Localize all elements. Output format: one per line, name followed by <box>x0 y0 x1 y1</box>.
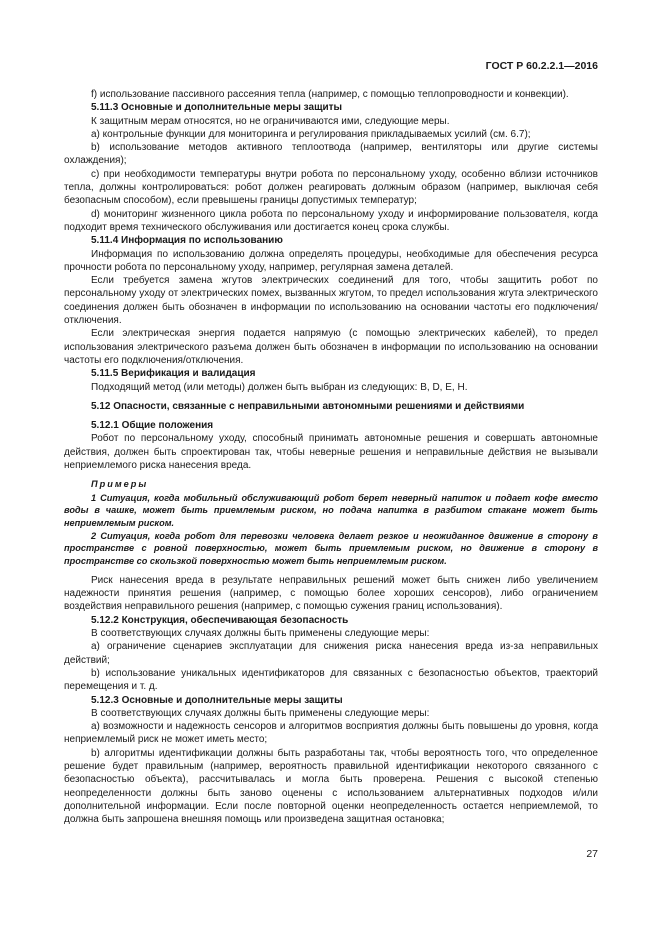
section-heading-5-12-3: 5.12.3 Основные и дополнительные меры защиты <box>91 694 343 706</box>
standard-header: ГОСТ Р 60.2.2.1—2016 <box>485 60 598 72</box>
page-number: 27 <box>586 848 598 860</box>
paragraph: Подходящий метод (или методы) должен быть выбран из следующих: B, D, E, H. <box>91 381 468 393</box>
section-heading-5-12-1: 5.12.1 Общие положения <box>91 420 214 432</box>
example-2: 2 Ситуация, когда робот для перевозки человека делает резкое и неожиданное движение в сторону в пространстве с ровной поверхностью, может быть приемлемым риском, но движение в сторону в пространстве со скользкой поверхностью может быть неприемлемым риском. <box>64 530 598 567</box>
list-item-d: d) мониторинг жизненного цикла робота по персональному уходу и информирование пользователя, когда подходит время технического обслуживания или достигается конец срока службы. <box>64 208 598 233</box>
section-heading-5-11-3: 5.11.3 Основные и дополнительные меры защиты <box>91 102 343 114</box>
list-item-b: b) использование уникальных идентификаторов для связанных с безопасностью объектов, траекторий перемещения и т. д. <box>64 667 598 693</box>
section-heading-5-11-5: 5.11.5 Верификация и валидация <box>91 368 256 380</box>
paragraph: Риск нанесения вреда в результате неправильных решений может быть снижен либо увеличением надежности принятия решения (например, с помощью более хороших сенсоров), либо ограничением воздействия неправильного решения (например, с помощью сужения границ использования). <box>64 574 598 613</box>
paragraph: Робот по персональному уходу, способный принимать автономные решения и совершать автономные действия, должен быть спроектирован так, чтобы неверные решения и неправильные действия не вызывали неприемлемого риска нанесения вреда. <box>64 433 598 472</box>
section-heading-5-12: 5.12 Опасности, связанные с неправильными автономными решениями и действиями <box>91 400 525 412</box>
paragraph: В соответствующих случаях должны быть применены следующие меры: <box>91 628 430 640</box>
paragraph: Если электрическая энергия подается напрямую (с помощью электрических кабелей), то предел использования электрического разъема должен быть обозначен в информации по использованию на основании частоты его подключения/отключения. <box>64 328 598 366</box>
section-heading-5-11-4: 5.11.4 Информация по использованию <box>91 235 283 247</box>
examples-heading: Примеры <box>91 479 149 490</box>
examples-block <box>64 478 598 568</box>
paragraph: Если требуется замена жгутов электрических соединений для того, чтобы защитить робот по персональному уходу от электрических помех, вызванных жгутом, то предел использования жгута электрического соединения должен быть обозначен в информации по использованию на основании частоты его подключения/отключения. <box>64 275 598 327</box>
paragraph: К защитным мерам относятся, но не ограничиваются ими, следующие меры. <box>91 115 450 127</box>
list-item-a: a) контрольные функции для мониторинга и регулирования прикладываемых усилий (см. 6.7); <box>91 128 531 140</box>
paragraph: В соответствующих случаях должны быть применены следующие меры: <box>91 707 430 719</box>
example-1: 1 Ситуация, когда мобильный обслуживающий робот берет неверный напиток и подает кофе вместо воды в чашке, может быть приемлемым риском, но подача напитка в разбитом стакане может быть неприемлемым риском. <box>64 492 598 529</box>
list-item-f: f) использование пассивного рассеяния тепла (например, с помощью теплопроводности и конвекции). <box>91 89 569 100</box>
list-item-c: c) при необходимости температуры внутри робота по персональному уходу, особенно вблизи источников тепла, должны контролироваться: робот должен реагировать должным образом (например, выключая себя безопасным способом), если превышены границы допустимых температур; <box>64 168 598 207</box>
list-item-a: a) возможности и надежность сенсоров и алгоритмов восприятия должны быть повышены до уровня, когда неприемлемый риск не может иметь место; <box>64 721 598 746</box>
list-item-a: a) ограничение сценариев эксплуатации для снижения риска нанесения вреда из-за неправильных действий; <box>64 641 598 666</box>
list-item-b: b) алгоритмы идентификации должны быть разработаны так, чтобы вероятность того, что определенное решение будет правильным (например, вероятность правильной идентификации некоторого связанного с безопасностью объекта), рассчитывалась и могла быть проверена. Решения с высокой степенью неопределенности должны быть заново оценены с использованием альтернативных подходов и/или дополнительной информации. Если после повторной оценки неопределенность остается неприемлемой, то должна быть запрошена внешняя помощь или произведена защитная остановка; <box>64 747 598 826</box>
document-body <box>64 88 598 826</box>
section-heading-5-12-2: 5.12.2 Конструкция, обеспечивающая безопасность <box>91 614 349 626</box>
list-item-b: b) использование методов активного теплоотвода (например, вентиляторы или другие системы охлаждения); <box>64 142 598 167</box>
paragraph: Информация по использованию должна определять процедуры, необходимые для обеспечения ресурса прочности робота по персональному уходу, например, регулярная замена деталей. <box>64 248 598 273</box>
